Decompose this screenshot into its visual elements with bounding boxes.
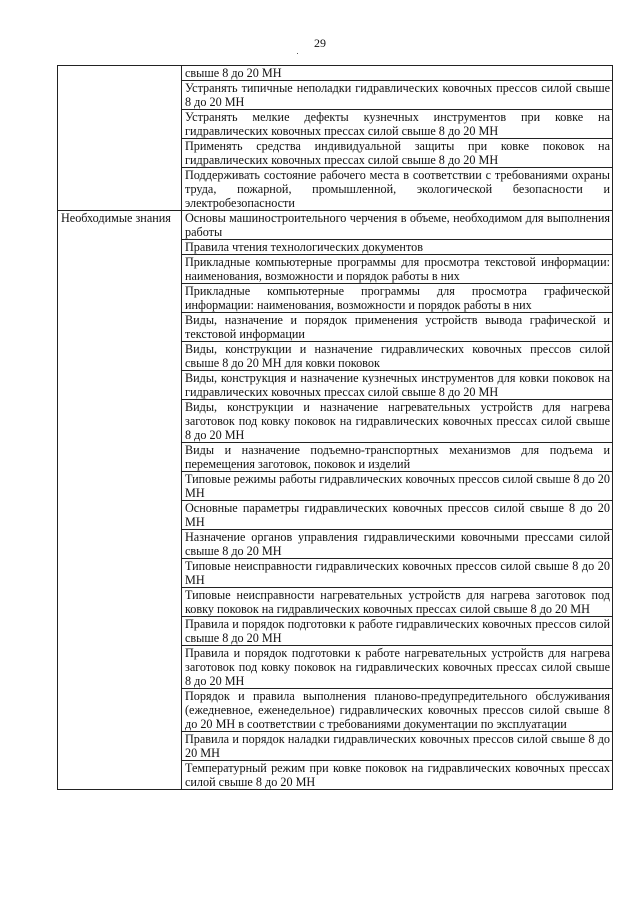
requirement-cell: Правила и порядок подготовки к работе нагревательных устройств для нагрева заготовок под ковку поковок на гидравлических ковочных прессах силой свыше 8 до 20 МН [182,646,613,689]
table-body [58,66,613,790]
requirement-cell: Устранять типичные неполадки гидравлических ковочных прессов силой свыше 8 до 20 МН [182,81,613,110]
requirement-cell: Прикладные компьютерные программы для просмотра графической информации: наименования, возможности и порядок работы в них [182,284,613,313]
requirement-cell: Назначение органов управления гидравлическими ковочными прессами силой свыше 8 до 20 МН [182,530,613,559]
requirement-cell: свыше 8 до 20 МН [182,66,613,81]
requirement-cell: Виды, конструкция и назначение кузнечных инструментов для ковки поковок на гидравлических ковочных прессах силой свыше 8 до 20 МН [182,371,613,400]
requirement-cell: Применять средства индивидуальной защиты при ковке поковок на гидравлических ковочных прессах силой свыше 8 до 20 МН [182,139,613,168]
row-label-required-knowledge: Необходимые знания [58,211,182,790]
requirement-cell: Типовые режимы работы гидравлических ковочных прессов силой свыше 8 до 20 МН [182,472,613,501]
row-label-empty [58,66,182,211]
requirement-cell: Основы машиностроительного черчения в объеме, необходимом для выполнения работы [182,211,613,240]
requirement-cell: Прикладные компьютерные программы для просмотра текстовой информации: наименования, возможности и порядок работы в них [182,255,613,284]
scan-speck [297,53,298,54]
requirements-table [57,65,613,790]
requirement-cell: Типовые неисправности гидравлических ковочных прессов силой свыше 8 до 20 МН [182,559,613,588]
requirement-cell: Виды, конструкции и назначение нагревательных устройств для нагрева заготовок под ковку поковок на гидравлических ковочных прессах силой свыше 8 до 20 МН [182,400,613,443]
requirement-cell: Температурный режим при ковке поковок на гидравлических ковочных прессах силой свыше 8 до 20 МН [182,761,613,790]
requirement-cell: Устранять мелкие дефекты кузнечных инструментов при ковке на гидравлических ковочных прессах силой свыше 8 до 20 МН [182,110,613,139]
requirement-cell: Виды и назначение подъемно-транспортных механизмов для подъема и перемещения заготовок, поковок и изделий [182,443,613,472]
requirement-cell: Правила чтения технологических документов [182,240,613,255]
requirement-cell: Правила и порядок наладки гидравлических ковочных прессов силой свыше 8 до 20 МН [182,732,613,761]
requirement-cell: Виды, назначение и порядок применения устройств вывода графической и текстовой информации [182,313,613,342]
requirement-cell: Порядок и правила выполнения планово-предупредительного обслуживания (ежедневное, еженедельное) гидравлических ковочных прессов силой свыше 8 до 20 МН в соответствии с требованиями документации по эксплуатации [182,689,613,732]
requirement-cell: Основные параметры гидравлических ковочных прессов силой свыше 8 до 20 МН [182,501,613,530]
table-row [58,211,613,240]
table-row [58,66,613,81]
requirement-cell: Виды, конструкции и назначение гидравлических ковочных прессов силой свыше 8 до 20 МН для ковки поковок [182,342,613,371]
requirement-cell: Поддерживать состояние рабочего места в соответствии с требованиями охраны труда, пожарной, промышленной, экологической безопасности и электробезопасности [182,168,613,211]
page-number: 29 [314,36,326,50]
requirement-cell: Правила и порядок подготовки к работе гидравлических ковочных прессов силой свыше 8 до 20 МН [182,617,613,646]
requirement-cell: Типовые неисправности нагревательных устройств для нагрева заготовок под ковку поковок на гидравлических ковочных прессах силой свыше 8 до 20 МН [182,588,613,617]
